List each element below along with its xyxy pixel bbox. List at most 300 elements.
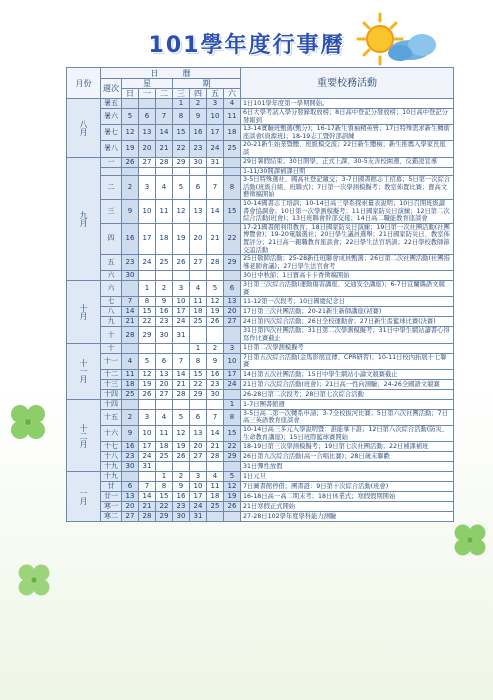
day-cell <box>190 399 207 409</box>
day-cell: 1 <box>173 99 190 109</box>
day-cell: 14 <box>139 492 156 502</box>
day-cell <box>224 462 241 472</box>
week-number: 二 <box>101 176 122 200</box>
day-cell: 22 <box>173 141 190 157</box>
day-cell <box>122 281 139 297</box>
event-description: 1日101學年度第一學期開始。 <box>241 99 454 109</box>
calendar-row <box>67 369 454 379</box>
calendar-row <box>67 109 454 125</box>
day-cell: 9 <box>122 199 139 223</box>
event-description: 29日暑假結束；30日開學、正式上課、30-5友善校園週、反霸凌宣導 <box>241 157 454 167</box>
day-cell: 23 <box>156 317 173 327</box>
day-cell: 29 <box>139 327 156 343</box>
day-cell: 14 <box>207 199 224 223</box>
day-cell: 30 <box>122 462 139 472</box>
day-cell: 3 <box>224 343 241 353</box>
day-cell <box>139 167 156 176</box>
day-cell <box>224 327 241 343</box>
day-cell: 31 <box>207 157 224 167</box>
day-cell: 30 <box>207 389 224 399</box>
day-cell: 2 <box>173 472 190 482</box>
day-cell: 23 <box>190 141 207 157</box>
day-cell: 18 <box>122 379 139 389</box>
calendar-row <box>67 271 454 281</box>
day-cell: 15 <box>224 426 241 442</box>
week-number: 七 <box>101 297 122 307</box>
page-title: 101學年度行事曆 <box>148 33 345 58</box>
day-cell: 15 <box>139 307 156 317</box>
day-cell: 20 <box>224 307 241 317</box>
day-cell: 23 <box>207 379 224 389</box>
day-cell: 7 <box>156 109 173 125</box>
day-cell: 23 <box>173 502 190 512</box>
day-cell: 2 <box>122 176 139 200</box>
day-cell: 27 <box>139 157 156 167</box>
day-cell: 12 <box>224 482 241 492</box>
day-cell: 30 <box>190 157 207 167</box>
day-cell: 3 <box>139 409 156 425</box>
calendar-row <box>67 379 454 389</box>
event-description: 7日第五次綜合活動(金馬影展宣傳、CPR研習)；10-11日校內拓展十七聯賽 <box>241 353 454 369</box>
day-cell: 16 <box>122 442 139 452</box>
day-cell <box>207 399 224 409</box>
event-description: 31日第四次社團活動；31日第二次學測模擬考；31日中學生網站讀書心得寫作比賽截止 <box>241 327 454 343</box>
day-cell <box>139 271 156 281</box>
week-number: 十七 <box>101 442 122 452</box>
day-cell: 20 <box>139 141 156 157</box>
day-cell: 10 <box>173 297 190 307</box>
day-cell: 25 <box>122 389 139 399</box>
day-cell <box>139 343 156 353</box>
day-cell: 14 <box>156 125 173 141</box>
day-cell <box>224 271 241 281</box>
day-cell: 28 <box>173 389 190 399</box>
day-cell: 11 <box>156 199 173 223</box>
day-cell <box>156 462 173 472</box>
week-number: 十三 <box>101 379 122 389</box>
event-description: 16-18日高一高二期末考；18日休業式；寒假假期開始 <box>241 492 454 502</box>
calendar-row <box>67 99 454 109</box>
day-cell <box>156 167 173 176</box>
day-cell: 9 <box>173 482 190 492</box>
month-label: 十二月 <box>67 399 101 471</box>
day-cell: 5 <box>173 176 190 200</box>
event-description: 25日敬師活動；25-28新任班聯會成員甄選；26日第二次社團活動(社團指導老師會議)；27日學生法官會考 <box>241 255 454 271</box>
week-number: 六 <box>101 281 122 297</box>
week-number: 五 <box>101 255 122 271</box>
week-number: 廿 <box>101 482 122 492</box>
day-header: 日 <box>122 89 139 99</box>
week-number: 十八 <box>101 452 122 462</box>
day-cell: 23 <box>122 255 139 271</box>
day-cell: 4 <box>224 99 241 109</box>
calendar-row <box>67 472 454 482</box>
week-number: 九 <box>101 317 122 327</box>
day-cell: 17 <box>139 442 156 452</box>
day-cell: 8 <box>224 176 241 200</box>
day-cell: 19 <box>122 141 139 157</box>
calendar-row <box>67 452 454 462</box>
day-cell <box>122 399 139 409</box>
day-cell: 3 <box>207 99 224 109</box>
day-cell: 17 <box>190 492 207 502</box>
day-cell: 10 <box>207 109 224 125</box>
calendar-row <box>67 199 454 223</box>
day-cell: 26 <box>139 389 156 399</box>
day-cell: 27 <box>190 452 207 462</box>
month-label: 一月 <box>67 472 101 522</box>
event-description: 26日第九次綜合活動(高一合唱比賽)；28日歲末聯歡 <box>241 452 454 462</box>
day-cell: 25 <box>207 502 224 512</box>
day-cell: 19 <box>173 442 190 452</box>
day-cell: 17 <box>139 223 156 254</box>
day-cell: 5 <box>139 353 156 369</box>
day-cell <box>207 271 224 281</box>
day-cell <box>224 167 241 176</box>
event-description: 18-19日第三次學測模擬考；19日第七次社團活動；22日補課補班 <box>241 442 454 452</box>
day-cell: 1 <box>224 399 241 409</box>
event-description: 10-14日高三多元入學說明暨：誰能拿下誰；12日第八次綜合活動(防災、生命教育講座)；15日班際籃球賽開始 <box>241 426 454 442</box>
day-cell: 28 <box>122 327 139 343</box>
day-cell: 31 <box>190 512 207 522</box>
day-header: 五 <box>207 89 224 99</box>
event-description: 11-12第一次段考；10日國慶紀念日 <box>241 297 454 307</box>
day-cell: 27 <box>156 389 173 399</box>
day-cell: 16 <box>156 307 173 317</box>
day-cell <box>139 472 156 482</box>
day-cell: 28 <box>139 512 156 522</box>
day-cell: 6 <box>190 176 207 200</box>
event-description: 13-14實驗班甄選(甄分)；16-17新生領袖精英營；17日特殊需求新生轉銜座談會(資源班)；18-19志工暨幹部訓練 <box>241 125 454 141</box>
week-number: 暑八 <box>101 141 122 157</box>
day-cell: 19 <box>173 223 190 254</box>
day-header: 二 <box>156 89 173 99</box>
day-cell: 22 <box>139 317 156 327</box>
day-cell: 29 <box>224 255 241 271</box>
calendar-row <box>67 399 454 409</box>
day-cell: 4 <box>156 409 173 425</box>
calendar-row <box>67 223 454 254</box>
day-cell: 20 <box>190 442 207 452</box>
day-cell: 11 <box>207 482 224 492</box>
day-cell: 9 <box>190 109 207 125</box>
day-cell: 24 <box>207 141 224 157</box>
event-description: 17日第三次社團活動；20-21新生新師講座(初賽) <box>241 307 454 317</box>
day-cell: 8 <box>190 353 207 369</box>
school-calendar-table <box>66 67 454 522</box>
day-cell: 19 <box>139 379 156 389</box>
day-cell <box>156 271 173 281</box>
day-cell: 17 <box>207 125 224 141</box>
day-cell <box>156 343 173 353</box>
calendar-row <box>67 512 454 522</box>
day-cell <box>190 167 207 176</box>
day-cell <box>190 327 207 343</box>
week-number: 廿一 <box>101 492 122 502</box>
day-cell: 27 <box>122 512 139 522</box>
day-cell: 16 <box>190 125 207 141</box>
day-cell: 8 <box>156 482 173 492</box>
event-description: 30日中秋節；1日寶高卡卡香徵稿開始 <box>241 271 454 281</box>
day-cell: 15 <box>173 125 190 141</box>
day-cell: 19 <box>207 307 224 317</box>
event-description: 31日彈性放假 <box>241 462 454 472</box>
day-cell: 21 <box>207 442 224 452</box>
calendar-row <box>67 353 454 369</box>
day-cell <box>173 343 190 353</box>
week-number: 十 <box>101 327 122 343</box>
week-number: 十五 <box>101 409 122 425</box>
day-header: 六 <box>224 89 241 99</box>
day-cell: 2 <box>207 343 224 353</box>
day-cell: 10 <box>224 353 241 369</box>
day-cell <box>173 399 190 409</box>
day-cell: 13 <box>190 199 207 223</box>
calendar-row <box>67 389 454 399</box>
day-cell: 12 <box>207 297 224 307</box>
calendar-row <box>67 125 454 141</box>
activities-header: 重要校務活動 <box>241 68 454 99</box>
day-cell <box>122 167 139 176</box>
day-cell: 5 <box>224 472 241 482</box>
day-cell <box>224 512 241 522</box>
calendar-row <box>67 157 454 167</box>
day-cell: 7 <box>139 482 156 492</box>
day-cell: 21 <box>122 317 139 327</box>
day-cell: 6 <box>139 109 156 125</box>
day-cell: 24 <box>139 255 156 271</box>
calendar-row <box>67 462 454 472</box>
day-cell: 28 <box>207 452 224 462</box>
day-cell <box>173 462 190 472</box>
week-number: 十一 <box>101 353 122 369</box>
day-cell <box>122 343 139 353</box>
period-header: 期 <box>173 79 241 89</box>
day-cell <box>122 472 139 482</box>
day-cell: 31 <box>173 327 190 343</box>
week-number: 一 <box>101 157 122 167</box>
day-cell: 11 <box>156 426 173 442</box>
day-cell: 29 <box>224 452 241 462</box>
day-cell: 21 <box>207 223 224 254</box>
day-cell: 5 <box>207 281 224 297</box>
day-cell: 28 <box>207 255 224 271</box>
day-cell: 24 <box>190 502 207 512</box>
day-cell: 18 <box>156 223 173 254</box>
day-cell: 6 <box>122 482 139 492</box>
day-cell: 18 <box>207 492 224 502</box>
day-cell: 27 <box>224 317 241 327</box>
calendar-row <box>67 442 454 452</box>
day-header: 四 <box>190 89 207 99</box>
day-cell: 7 <box>207 176 224 200</box>
day-cell: 16 <box>173 492 190 502</box>
day-cell <box>190 271 207 281</box>
month-label: 十月 <box>67 281 101 343</box>
week-number: 十四 <box>101 399 122 409</box>
event-description: 1日元旦 <box>241 472 454 482</box>
calendar-row <box>67 502 454 512</box>
day-cell: 29 <box>156 512 173 522</box>
day-cell <box>173 167 190 176</box>
day-cell: 26 <box>207 317 224 327</box>
week-number: 十六 <box>101 426 122 442</box>
calendar-row <box>67 255 454 271</box>
day-cell: 21 <box>173 379 190 389</box>
event-description: 24日第四次綜合活動；26日全校運動會；27日新生盃籃球比賽(決賽) <box>241 317 454 327</box>
day-cell: 15 <box>190 369 207 379</box>
calendar-header: 日 曆 <box>101 68 241 79</box>
event-description: 3-5日特殊選社、國高社登記繳交；3-7日國書館志工招募；5日第一次綜合活動(班級自組、班聯式)；7日第一次學測模擬考；教室佈置比賽；寶高文藝徵稿開始 <box>241 176 454 200</box>
day-cell: 7 <box>207 409 224 425</box>
day-cell: 4 <box>207 472 224 482</box>
day-cell: 20 <box>190 223 207 254</box>
event-description: 26-28日第二次段考；28日第七次綜合活動 <box>241 389 454 399</box>
day-cell: 10 <box>139 426 156 442</box>
day-cell: 24 <box>139 452 156 462</box>
day-cell: 25 <box>156 255 173 271</box>
clover-decoration <box>6 400 50 444</box>
day-cell: 6 <box>224 281 241 297</box>
day-cell: 30 <box>122 271 139 281</box>
day-cell: 8 <box>173 109 190 125</box>
day-cell: 18 <box>224 125 241 141</box>
day-cell: 24 <box>224 379 241 389</box>
day-cell <box>207 327 224 343</box>
day-cell: 1 <box>190 343 207 353</box>
event-description: 1-7日團書館週 <box>241 399 454 409</box>
day-cell: 11 <box>224 109 241 125</box>
day-cell: 29 <box>173 157 190 167</box>
day-cell: 4 <box>156 176 173 200</box>
day-cell: 10 <box>139 199 156 223</box>
day-cell <box>207 167 224 176</box>
day-cell: 29 <box>190 389 207 399</box>
day-cell: 18 <box>190 307 207 317</box>
day-cell <box>224 389 241 399</box>
day-cell: 26 <box>173 452 190 462</box>
day-cell: 17 <box>224 369 241 379</box>
calendar-row <box>67 343 454 353</box>
week-number: 八 <box>101 307 122 317</box>
day-cell: 1 <box>156 472 173 482</box>
calendar-row <box>67 492 454 502</box>
day-cell: 18 <box>156 442 173 452</box>
day-cell <box>190 462 207 472</box>
star-header: 星 <box>122 79 173 89</box>
day-cell: 2 <box>190 99 207 109</box>
day-cell: 19 <box>224 492 241 502</box>
clover-decoration <box>450 520 490 560</box>
calendar-row <box>67 482 454 492</box>
day-cell: 26 <box>224 502 241 512</box>
day-cell: 12 <box>139 369 156 379</box>
day-cell: 12 <box>173 426 190 442</box>
day-cell <box>173 271 190 281</box>
day-cell: 13 <box>156 369 173 379</box>
day-cell: 11 <box>122 369 139 379</box>
day-cell: 13 <box>139 125 156 141</box>
day-cell: 28 <box>156 157 173 167</box>
event-description: 6日大學考試入學分發錄取放榜；8日高中登記分發放榜；10日高中登記分發報到 <box>241 109 454 125</box>
calendar-row <box>67 297 454 307</box>
month-label: 九月 <box>67 157 101 281</box>
day-cell <box>207 462 224 472</box>
day-cell: 24 <box>173 317 190 327</box>
week-number: 暑五 <box>101 99 122 109</box>
day-cell: 6 <box>156 353 173 369</box>
week-number: 十四 <box>101 389 122 399</box>
event-description: 3-5日高二第一次轉系申請；3-7全校拔河比賽；5日第六次社團活動；7日高三英語教育座談會 <box>241 409 454 425</box>
day-cell: 22 <box>224 223 241 254</box>
week-header: 週次 <box>101 79 122 99</box>
day-cell <box>156 99 173 109</box>
day-cell: 4 <box>190 281 207 297</box>
day-cell <box>139 399 156 409</box>
day-cell: 8 <box>139 297 156 307</box>
event-description: 1-11/30開課補課日期 <box>241 167 454 176</box>
day-cell: 13 <box>190 426 207 442</box>
day-cell: 16 <box>207 369 224 379</box>
event-description: 7日圖書館停借；團書證：9日第十次綜合活動(班會) <box>241 482 454 492</box>
day-cell: 21 <box>156 141 173 157</box>
calendar-row <box>67 176 454 200</box>
calendar-row <box>67 167 454 176</box>
event-description: 1日第二次學測模擬考 <box>241 343 454 353</box>
event-description: 21日寒假正式開始 <box>241 502 454 512</box>
day-cell: 12 <box>173 199 190 223</box>
day-cell: 17 <box>173 307 190 317</box>
day-header: 一 <box>139 89 156 99</box>
day-cell: 5 <box>122 109 139 125</box>
day-cell <box>156 399 173 409</box>
day-cell: 9 <box>207 353 224 369</box>
day-cell: 22 <box>190 379 207 389</box>
month-header: 月份 <box>67 68 101 99</box>
day-cell: 1 <box>139 281 156 297</box>
day-cell: 10 <box>190 482 207 492</box>
week-number: 十 <box>101 343 122 353</box>
day-cell: 15 <box>156 492 173 502</box>
day-cell: 13 <box>224 297 241 307</box>
day-cell: 15 <box>224 199 241 223</box>
week-number: 十二 <box>101 369 122 379</box>
week-number: 六 <box>101 271 122 281</box>
day-cell: 25 <box>190 317 207 327</box>
day-cell: 27 <box>190 255 207 271</box>
day-cell: 20 <box>156 379 173 389</box>
event-description: 14日第五次社團活動；15日中學生網站小論文競賽截止 <box>241 369 454 379</box>
day-cell: 8 <box>224 409 241 425</box>
calendar-row <box>67 281 454 297</box>
week-number: 四 <box>101 223 122 254</box>
day-cell: 25 <box>156 452 173 462</box>
clover-decoration <box>14 560 54 600</box>
calendar-row <box>67 327 454 343</box>
day-cell: 22 <box>224 442 241 452</box>
day-cell: 7 <box>173 353 190 369</box>
week-number <box>101 167 122 176</box>
week-number: 暑六 <box>101 109 122 125</box>
day-cell <box>122 99 139 109</box>
month-label: 八月 <box>67 99 101 158</box>
day-cell: 11 <box>190 297 207 307</box>
day-cell <box>207 512 224 522</box>
calendar-row <box>67 141 454 157</box>
calendar-row <box>67 426 454 442</box>
day-cell: 12 <box>122 125 139 141</box>
calendar-row <box>67 307 454 317</box>
